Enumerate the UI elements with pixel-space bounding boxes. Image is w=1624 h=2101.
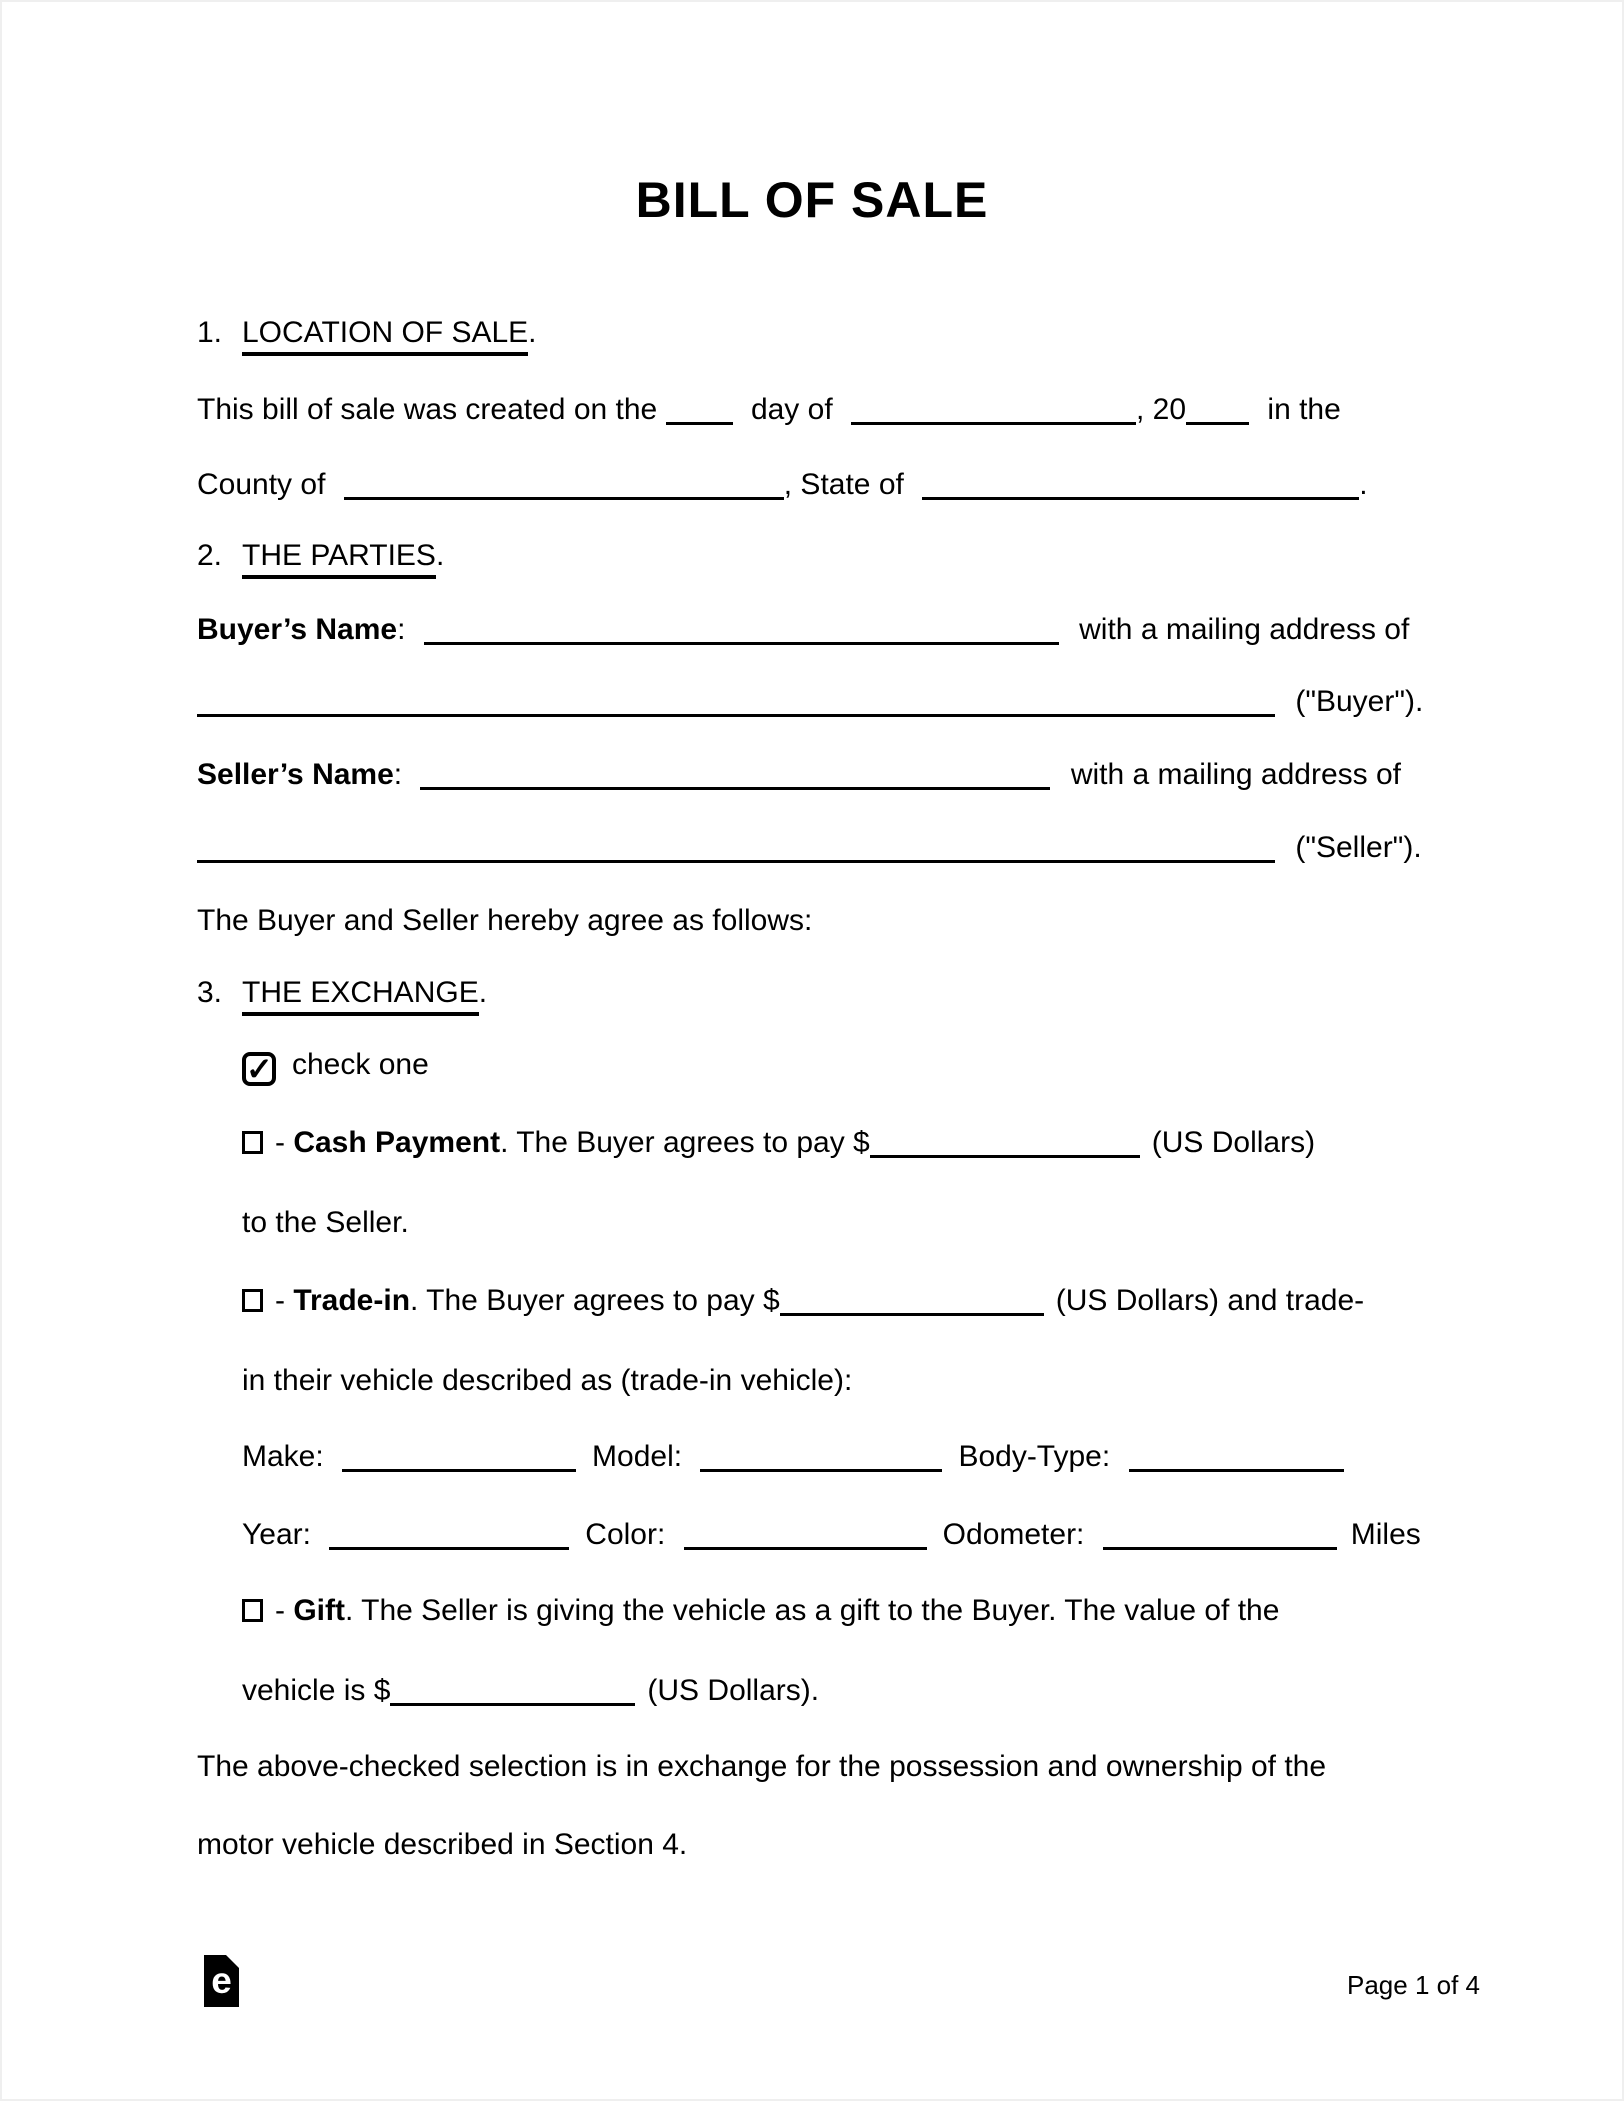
trade-checkbox[interactable] (242, 1289, 263, 1312)
trade-text2: (US Dollars) and trade- (1055, 1284, 1365, 1317)
closing-line-1: The above-checked selection is in exchange for the possession and ownership of the (197, 1750, 1327, 1783)
miles-label: Miles (1350, 1518, 1421, 1551)
eforms-logo-icon (204, 1955, 239, 2007)
gift-checkbox[interactable] (242, 1599, 263, 1622)
blank-year[interactable] (1186, 422, 1249, 425)
make-label: Make: (242, 1440, 324, 1473)
blank-seller-name[interactable] (420, 787, 1050, 790)
blank-month[interactable] (851, 422, 1136, 425)
trade-fields-row1 (242, 1440, 1344, 1474)
odometer-label: Odometer: (942, 1518, 1085, 1551)
created-day-of: day of (750, 393, 833, 426)
buyer-name-line (197, 613, 1409, 647)
blank-odometer[interactable] (1103, 1547, 1337, 1550)
buyer-address-line (197, 685, 1423, 719)
blank-county[interactable] (344, 497, 784, 500)
section1-heading: LOCATION OF SALE (242, 316, 528, 356)
blank-trade-amount[interactable] (780, 1313, 1044, 1316)
blank-cash-amount[interactable] (870, 1155, 1140, 1158)
model-label: Model: (592, 1440, 683, 1473)
page-number: Page 1 of 4 (1347, 1970, 1480, 2000)
blank-state[interactable] (922, 497, 1359, 500)
gift-option-line (242, 1594, 1279, 1628)
trade-text3-line: in their vehicle described as (trade-in vehicle): (242, 1364, 853, 1397)
seller-mailing-text: with a mailing address of (1070, 758, 1401, 791)
year-label: Year: (242, 1518, 311, 1551)
created-post: in the (1267, 393, 1341, 426)
seller-address-line (197, 831, 1422, 865)
seller-name-label: Seller’s Name (197, 758, 394, 791)
closing-line-2: motor vehicle described in Section 4. (197, 1828, 688, 1861)
trade-option-line (242, 1284, 1364, 1318)
section2-heading-line (197, 539, 444, 573)
gift-text3: (US Dollars). (647, 1674, 820, 1707)
cash-option-line (242, 1126, 1315, 1160)
cash-text1: . The Buyer agrees to pay $ (500, 1126, 870, 1159)
section1-heading-period: . (528, 316, 537, 349)
gift-text2: vehicle is $ (242, 1674, 391, 1707)
blank-model[interactable] (700, 1469, 942, 1472)
buyer-name-label: Buyer’s Name (197, 613, 398, 646)
trade-dash: - (275, 1284, 294, 1317)
checkmark-icon: ✓ (246, 1051, 273, 1087)
cash-checkbox[interactable] (242, 1131, 263, 1154)
check-one-line (242, 1048, 429, 1086)
blank-day-number[interactable] (666, 422, 733, 425)
blank-body-type[interactable] (1129, 1469, 1344, 1472)
cash-text3-line: to the Seller. (242, 1206, 409, 1239)
blank-color[interactable] (684, 1547, 927, 1550)
section3-number: 3. (197, 976, 223, 1009)
page-title: BILL OF SALE (635, 172, 989, 228)
section1-heading-line (197, 316, 537, 350)
trade-text1: . The Buyer agrees to pay $ (410, 1284, 780, 1317)
logo-letter: e (211, 1960, 232, 2001)
gift-dash: - (275, 1594, 294, 1627)
cash-label: Cash Payment (293, 1126, 501, 1159)
blank-year-field[interactable] (329, 1547, 569, 1550)
created-comma-20: , 20 (1136, 393, 1187, 426)
section3-heading-period: . (478, 976, 488, 1009)
blank-buyer-address[interactable] (197, 714, 1275, 717)
buyer-name-colon: : (397, 613, 406, 646)
county-of-label: County of (197, 468, 326, 501)
cash-dash: - (275, 1126, 294, 1159)
section3-heading: THE EXCHANGE (242, 976, 479, 1016)
gift-text1: . The Seller is giving the vehicle as a gift to the Buyer. The value of the (344, 1594, 1280, 1627)
blank-gift-amount[interactable] (390, 1703, 635, 1706)
section1-number: 1. (197, 316, 223, 349)
blank-buyer-name[interactable] (424, 642, 1059, 645)
trade-fields-row2 (242, 1518, 1421, 1552)
blank-make[interactable] (342, 1469, 576, 1472)
county-line (197, 468, 1368, 502)
seller-name-line (197, 758, 1401, 792)
seller-tag: ("Seller"). (1295, 831, 1422, 864)
trade-label: Trade-in (293, 1284, 411, 1317)
section2-number: 2. (197, 539, 223, 572)
buyer-mailing-text: with a mailing address of (1079, 613, 1410, 646)
gift-value-line (242, 1674, 819, 1708)
blank-seller-address[interactable] (197, 860, 1275, 863)
check-one-checkbox (242, 1052, 276, 1086)
agree-line: The Buyer and Seller hereby agree as follows: (197, 904, 813, 937)
created-pre: This bill of sale was created on the (197, 393, 658, 426)
body-type-label: Body-Type: (958, 1440, 1111, 1473)
check-one-label: check one (292, 1048, 429, 1081)
cash-text2: (US Dollars) (1151, 1126, 1316, 1159)
color-label: Color: (585, 1518, 666, 1551)
county-line-period: . (1359, 468, 1368, 501)
created-line (197, 393, 1341, 427)
gift-label: Gift (293, 1594, 345, 1627)
seller-name-colon: : (393, 758, 403, 791)
section2-heading: THE PARTIES (242, 539, 436, 579)
state-of-label: , State of (783, 468, 904, 501)
buyer-tag: ("Buyer"). (1295, 685, 1424, 718)
section2-heading-period: . (435, 539, 445, 572)
section3-heading-line (197, 976, 487, 1010)
